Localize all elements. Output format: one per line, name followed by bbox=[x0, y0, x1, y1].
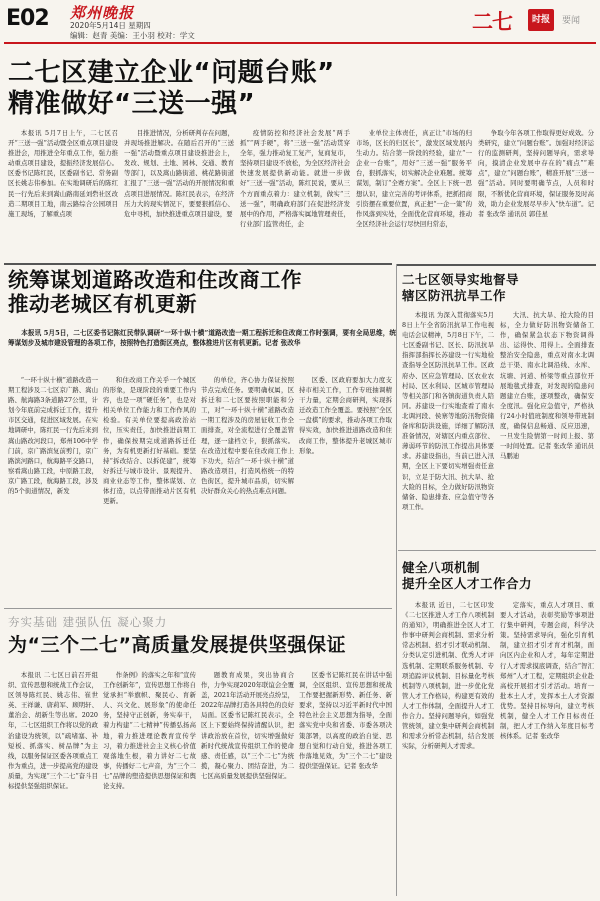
article1-headline-line1: 二七区建立企业“问题台账” bbox=[8, 58, 335, 88]
article1-column-5: 争取今年各项工作取得更好成效。分类研究，建立“问题台账”。加强对经济运行的监测研判，坚持问题导向，需求导向，摸清企业发展中存在的“痛点”“难点”，建立“问题台账”，精准开展“三送一强”活动。同时要明确节点，人员和时限，不断优化营商环境，保证服务及时高效，助力企业发展尽早步入“快车道”。记者 张改华 通讯员 郭佳星 bbox=[478, 129, 594, 218]
section-divider bbox=[4, 608, 392, 609]
article4-column-1: 本报讯 近日，二七区印发《二七区推进人才工作八项机制的通知》，明确推进全区人才工作事中研判会商机制、需求分析常态机制、招才引才联动机制、分类认定引进机制、优秀人才评选机制、定期联系服务机制、专项追踪评议机制、目标量化考核机制等八项机制，进一步优化党管人才工作格局，构建更有效的人才工作体制，全面提升人才工作合力。坚持问题导向，如强党管统领，建立集中研判会商机制和需求分析常态机制，结合发展实际，分析研判人才需求。 bbox=[402, 601, 494, 751]
article2-column-3: 的单位，齐心协力保证按照节点完成任务。要明确权属，区拆迁和二七区要按照职能和分工，对“一环十纵十横”道路改造一期工程涉及的房屋征收工作全面排查，对全流程进行全覆盖管理，逐一建档立卡，狠抓落实。在改造过程中要在住改商工作上下功夫，结合“一环十纵十横”道路改造项目，打造风格统一的特色街区，提升城市品质，切实解决好群众关心的热点难点问题。 bbox=[201, 376, 294, 496]
article5-kicker: 夯实基础 建强队伍 凝心聚力 bbox=[8, 615, 168, 629]
article5-headline: 为“三个二七”高质量发展提供坚强保证 bbox=[8, 634, 346, 656]
article5-column-3: 题教育成果，突出协商合作，力争实现2020年联谊会全覆盖，2021年活动开展亮点纷呈，2022年品牌打造各具特色的良好局面。区委书记陈红民表示，全区上下要始终保持清醒认识，把讲政治放在首位，切实增强做好新时代统战宣传组织工作的使命感、责任感，以“三个二七”为统揽，凝心聚力、团结奋进，为二七区高质量发展提供坚强保证。 bbox=[201, 671, 294, 780]
article1-column-3: 疫情防控和经济社会发展“两手抓”“两手硬”，将“三送一强”活动贯穿全年，强力推动复工复产，复商复市，坚持项目建设不放松，为全区经济社会快速发展提供新动能。就进一步做好“三送一强”活动，陈红民说，要从三个方面重点着力：建立机制，做实“三送一强”，明确政府部门在促进经济发展中的作用，严格落实属地管理责任，行业部门监管责任，企 bbox=[240, 129, 350, 228]
newspaper-logo: 郑州晚报 bbox=[70, 4, 135, 22]
page-number: E02 bbox=[6, 6, 49, 31]
article1-headline bbox=[8, 58, 598, 120]
article5-column-4: 区委书记陈红民在讲话中强调，全区组织、宣传思想和统战工作要把握新形势、新任务、新要求，坚持以习近平新时代中国特色社会主义思想为指导，全面落实党中央和省委、市委各项决策部署，以高度的政治自觉、思想自觉和行动自觉，推进各项工作落地见效，为“三个二七”建设提供坚强保证。记者 张改华 bbox=[299, 671, 392, 770]
masthead bbox=[0, 0, 600, 46]
editorial-staff: 编辑：赵青 美编：王小羽 校对：学文 bbox=[70, 31, 195, 40]
section-divider bbox=[4, 263, 392, 265]
header-rule bbox=[4, 42, 596, 44]
column-separator bbox=[396, 264, 397, 896]
article2-lead: 本报讯 5月5日，二七区委书记陈红民带队调研“一环十纵十横”道路改造一期工程拆迁和住改商工作时强调，要有全局思维，统筹谋划步及城市建设管理的各项工作，按照特色打造街区亮点，整体推进片区有机更新。记者 张改华 bbox=[8, 329, 396, 348]
article1-column-4: 业单位主体责任，真正让“市场的归市场，区长的归区长”，激发区域发展内生动力。结合第一阶段的经验，建立“一企业一台账”，用好“三送一强”服务平台，狠抓落实，切实解决企业难题。统筹谋划，制订“全赛方案”。全区上下统一思想认识，建立完善的考评体系，把抓招商引资摆在重要位置，真正把“一企一策”的作风落到实处，全面优化营商环境，推动全区经济社会运行尽快回归常态， bbox=[356, 129, 472, 228]
article3-headline-line2: 辖区防汛抗旱工作 bbox=[402, 288, 507, 303]
article4-headline-line1: 健全八项机制 bbox=[402, 560, 481, 575]
article4-column-2: 定落实，重点人才项目、重要人才活动，表彰奖励等事项进行集中研判，专题会商，科学决策。坚持需求导向，强化引育机制，建立招才引才育才机制，面向区内企业和人才，每年定期进行人才需求摸底调查，结合“智汇郑州”人才工程，定期组织企业赴高校开展招才引才活动。培育一批本土人才，发挥本土人才资源优势。坚持目标导向，建立考核机制，健全人才工作目标责任制，把人才工作纳入年度目标考核体系。记者 张改华 bbox=[500, 601, 594, 741]
article2-headline bbox=[8, 268, 398, 316]
article2-headline-line1: 统筹谋划道路改造和住改商工作 bbox=[8, 268, 302, 292]
section-subtitle: 要闻 bbox=[562, 16, 581, 26]
article3-column-1: 本报讯 为深入贯彻落实5月8日上午全省防汛抗旱工作电视电话会议精神，5月8日下午，二七区委副书记、区长、防汛抗旱指挥部指挥长苏建设一行实地检查指导全区防汛抗旱工作。区政府办、区应急管理局、区农业农村局、区水利局、区城市管理局等相关部门和各镇街道负责人陪同。苏建设一行实地查看了南水北调河段、侯寨等地防汛物资储备库和防洪设施，详细了解防汛准备情况，对辖区内重点部位、薄弱环节的防汛工作提出具体要求。苏建设指出，当前已进入汛期，全区上下要切实增强责任意识，立足于防大汛、抗大旱、抢大险的目标，全力做好防汛物资储备、隐患排查、应急值守等各项工作。 bbox=[402, 311, 494, 511]
article3-column-2: 大汛、抗大旱、抢大险的目标，全力做好防汛物资储备工作，确保紧急状态下物资调得出、运得快、用得上。全面排查整治安全隐患，重点对南水北调总干渠、南水北调沿线、水库、坑塘、河道、桥梁等重点部位开展地毯式排查，对发现的隐患问题建立台账，逐项整改，确保安全度汛。强化应急值守，严格执行24小时值班制度和领导带班制度，确保信息畅通、反应迅速，一旦发生险情第一时间上报、第一时间处置。记者 张改华 通讯员 马鹏迪 bbox=[500, 311, 594, 461]
article4-headline-line2: 提升全区人才工作合力 bbox=[402, 576, 533, 591]
section-divider bbox=[398, 550, 596, 551]
article1-headline-line2: 精准做好“三送一强” bbox=[8, 89, 256, 119]
article2-column-2: 和住改商工作关乎一个城区的形象，是现阶段的重要工作内容，也是一项“硬任务”，也是对相关单位工作能力和工作作风的检验。有关单位要提高政治站位，压实责任，加快推进前期工作，确保按期完成道路拆迁任务，为有机更新打好基础。要坚持“拆改结合、以拆促建”，统筹好拆迁与城市设计、景观提升、商业业态等工作，整体谋划、立体打造，以点带面推动片区有机更新。 bbox=[103, 376, 196, 506]
section-brand: 二七 bbox=[472, 10, 512, 34]
article3-headline bbox=[402, 272, 519, 304]
article3-headline-line1: 二七区领导实地督导 bbox=[402, 272, 520, 287]
article2-column-1: “一环十纵十横”道路改造一期工程涉及二七区京广路、嵩山路、航海路3条道路27公里，计划今年底前完成拆迁工作，提升市区交通，促进区域发展。在实地调研中，陈红民一行先后来到嵩山路改河段口，郑州106中学门前，京广路滨复前剪门，京广路滨河路口，航海路平交路口，察看嵩山路工段，中原路工段，京广路工段，航海路工段，涉及的5个街道情况，新发 bbox=[8, 376, 98, 496]
article1-column-2: 目推进情况，分析研判存在问题，并现场推进解决。在随后召开的“三送一强”活动暨重点项目建设推进会上，发改、规划、土地、园林、交通、教育等部门，以及嵩山路街道、桃花路街道汇报了“三送一强”活动的开展情况和重点项目进展情况。陈红民表示，在经济压力大的现实情况下，要要狠抓信心、危中寻机，加快推进重点项目建设，要 bbox=[124, 129, 234, 218]
article4-headline bbox=[402, 560, 532, 592]
article2-column-4: 区委、区政府要加大力度支持市相关工作，工作专班抽调精干力量，定期会商研判，实现拆迁改造工作全覆盖。要按照“全区一盘棋”的要求，推动各项工作取得实效，加快推进道路改造和住改商工作，整体提升老城区城市形象。 bbox=[299, 376, 392, 455]
article1-column-1: 本报讯 5月7日上午，二七区召开“三送一强”活动暨全区重点项目建设推进会，用推进全年重点工作，强力推动重点项目建设，提振经济发展信心。区委书记陈红民，区委副书记、常务副区长姚志伟参加。在实地调研后的陈红民一行先后来到嵩山路南延刘砦社区改造二期项目工地，南云路综合公园项目施工现场，了解重点项 bbox=[8, 129, 118, 218]
article2-headline-line2: 推动老城区有机更新 bbox=[8, 292, 197, 316]
article5-column-2: 作条例》的落实之年和“宣传工作创新年”，宣传思想工作将自觉承担“举旗帜、聚民心、育新人、兴文化、展形象”的使命任务，坚持守正创新，务实奉干，着力构建“二七精神”传播弘扬高地，着力推进理论教育宣传学习，着力推进社会主义核心价值观落地生根，着力讲好二七故事，传播好二七声音，为“三个二七”品牌的塑造提供思想保证和舆论支持。 bbox=[103, 671, 196, 791]
issue-date: 2020年5月14日 星期四 bbox=[70, 21, 151, 30]
section-badge: 时报 bbox=[528, 9, 554, 31]
article5-column-1: 本报讯 二七区日前召开组织、宣传思想和统战工作会议，区领导陈红民、姚志伟、崔世英、王祥谦、唐莉军、顾明轩、董治会、胡新生等出席。2020年，二七区组织工作将以党的政治建设为统领，以“疏堵塞、补短板、抓落实、树品牌”为主线，以服务保证区委各项重点工作为重点，进一步提高党的建设质量，为实现“三个二七”奋斗目标提供坚强组织保证。 bbox=[8, 671, 98, 791]
sidebar-top-rule bbox=[396, 264, 596, 266]
